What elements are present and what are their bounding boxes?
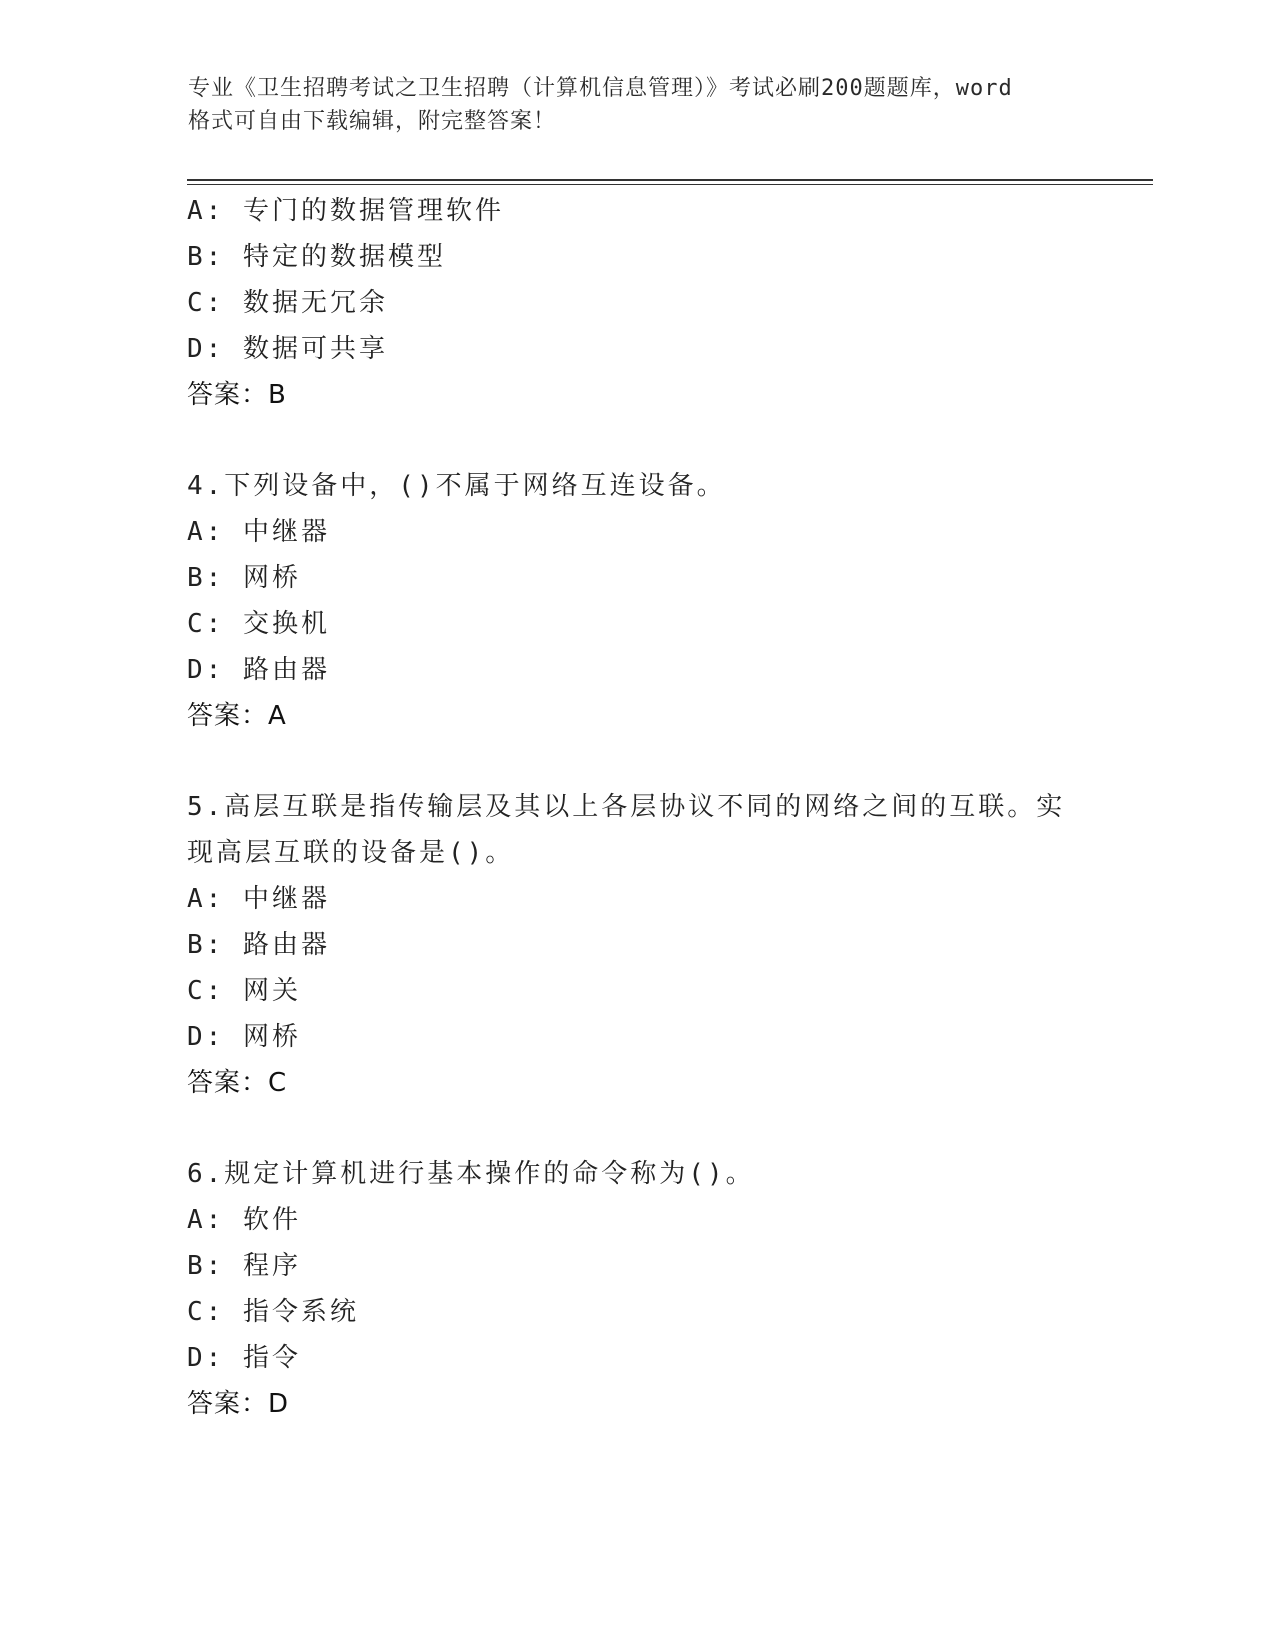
option-a: A: 软件 bbox=[187, 1205, 301, 1235]
header-divider-thin bbox=[187, 184, 1153, 185]
option-d: D: 网桥 bbox=[187, 1022, 301, 1052]
answer-line: 答案：A bbox=[187, 701, 287, 731]
option-d: D: 数据可共享 bbox=[187, 334, 388, 364]
option-b: B: 路由器 bbox=[187, 930, 330, 960]
option-c: C: 交换机 bbox=[187, 609, 330, 639]
header-line-2: 格式可自由下载编辑，附完整答案！ bbox=[188, 109, 557, 134]
header-divider-thick bbox=[187, 179, 1153, 181]
header-line-1: 专业《卫生招聘考试之卫生招聘（计算机信息管理）》考试必刷200题题库，word bbox=[188, 76, 1013, 101]
option-b: B: 程序 bbox=[187, 1251, 301, 1281]
option-d: D: 路由器 bbox=[187, 655, 330, 685]
answer-line: 答案：C bbox=[187, 1068, 288, 1098]
option-b: B: 网桥 bbox=[187, 563, 301, 593]
question-text-line-1: 5.高层互联是指传输层及其以上各层协议不同的网络之间的互联。实 bbox=[187, 792, 1066, 822]
question-block-6 bbox=[187, 1151, 1127, 1427]
option-c: C: 指令系统 bbox=[187, 1297, 359, 1327]
question-text: 6.规定计算机进行基本操作的命令称为()。 bbox=[187, 1159, 755, 1189]
option-b: B: 特定的数据模型 bbox=[187, 242, 446, 272]
question-block-5 bbox=[187, 784, 1127, 1106]
option-a: A: 中继器 bbox=[187, 517, 330, 547]
option-a: A: 中继器 bbox=[187, 884, 330, 914]
option-d: D: 指令 bbox=[187, 1343, 301, 1373]
spacer bbox=[187, 739, 1127, 784]
question-block-3 bbox=[187, 188, 1127, 418]
question-block-4 bbox=[187, 463, 1127, 739]
answer-line: 答案：B bbox=[187, 380, 287, 410]
answer-line: 答案：D bbox=[187, 1389, 290, 1419]
option-c: C: 数据无冗余 bbox=[187, 288, 388, 318]
document-header bbox=[188, 72, 1088, 138]
option-a: A: 专门的数据管理软件 bbox=[187, 196, 504, 226]
question-text: 4.下列设备中，()不属于网络互连设备。 bbox=[187, 471, 726, 501]
question-list bbox=[187, 188, 1127, 1427]
option-c: C: 网关 bbox=[187, 976, 301, 1006]
question-text-line-2: 现高层互联的设备是()。 bbox=[187, 838, 515, 868]
spacer bbox=[187, 418, 1127, 463]
spacer bbox=[187, 1106, 1127, 1151]
